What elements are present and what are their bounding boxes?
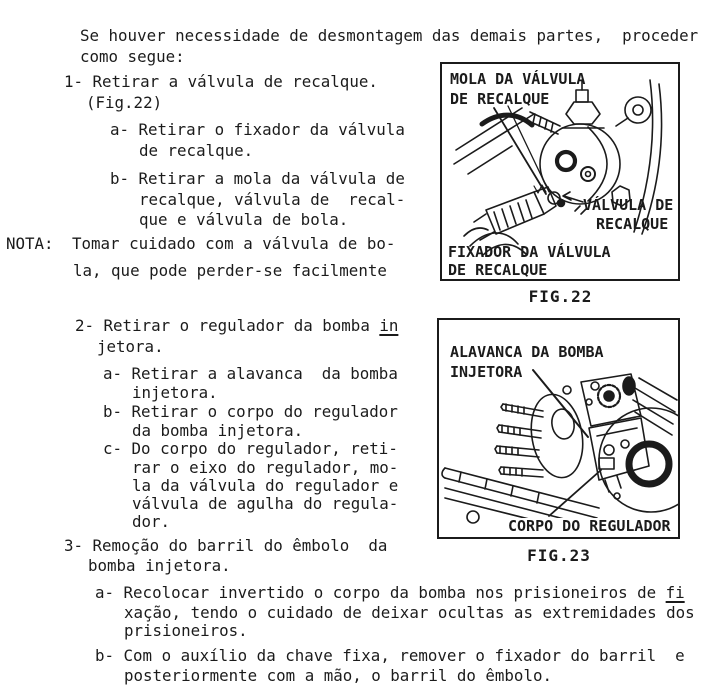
fig22-engine-background (454, 108, 560, 174)
step1b-line-1: b- Retirar a mola da válvula de (110, 169, 405, 188)
nota-line-2: la, que pode perder-se facilmente (73, 261, 387, 280)
step3a-line-1-text: a- Recolocar invertido o corpo da bomba nos prisioneiros de (95, 583, 666, 602)
intro-line-2: como segue: (80, 47, 185, 66)
fig23-regulator-cluster (581, 374, 649, 492)
step3a-line-1-underlined: fi (665, 583, 685, 602)
fig22-caption: FIG.22 (528, 287, 593, 306)
fig23-label-corpo: CORPO DO REGULADOR (508, 517, 671, 535)
step2-line-1-underlined: in (379, 316, 399, 335)
step3a-line-2: xação, tendo o cuidado de deixar ocultas as extremidades dos (124, 603, 695, 622)
nota-label: NOTA: (6, 234, 54, 253)
step3-line-2: bomba injetora. (88, 556, 231, 575)
step2c-line-3: la da válvula do regulador e (132, 476, 399, 495)
fig22-label-valvula-line-2: RECALQUE (596, 215, 669, 233)
step1b-line-2: recalque, válvula de recal- (139, 190, 406, 209)
fig23-alavanca-leader-line (533, 370, 588, 437)
step1-line-1: 1- Retirar a válvula de recalque. (64, 72, 378, 91)
fig23-label-alavanca-line-2: INJETORA (450, 363, 523, 381)
step3a-line-3: prisioneiros. (124, 621, 248, 640)
step2c-line-2: rar o eixo do regulador, mo- (132, 458, 399, 477)
step3b-line-2: posteriormente com a mão, o barril do êmbolo. (124, 666, 552, 685)
fig23-caption: FIG.23 (527, 546, 591, 565)
step1a-line-2: de recalque. (139, 141, 254, 160)
fig22-label-fixador-line-2: DE RECALQUE (448, 261, 548, 279)
step2a-line-2: injetora. (132, 383, 218, 402)
step2c-line-5: dor. (132, 512, 171, 531)
step3-line-1: 3- Remoção do barril do êmbolo da (64, 536, 388, 555)
fig22-label-valvula-line-1: VÁLVULA DE (583, 196, 674, 214)
step2c-line-1: c- Do corpo do regulador, reti- (103, 439, 398, 458)
nota-line-1: Tomar cuidado com a válvula de bo- (72, 234, 396, 253)
fig22-label-mola-line-1: MOLA DA VÁLVULA (450, 70, 586, 88)
fig22-label-mola-line-2: DE RECALQUE (450, 90, 550, 108)
step1a-line-1: a- Retirar o fixador da válvula (110, 120, 405, 139)
fig22-panel (440, 62, 680, 281)
step2b-line-1: b- Retirar o corpo do regulador (103, 402, 398, 421)
intro-line-1: Se houver necessidade de desmontagem das demais partes, proceder (80, 26, 699, 45)
fig23-flange-and-studs (495, 386, 589, 482)
step2-line-2: jetora. (97, 337, 164, 356)
fig23-panel (437, 318, 680, 539)
step1b-line-3: que e válvula de bola. (139, 210, 349, 229)
step3b-line-1: b- Com o auxílio da chave fixa, remover o fixador do barril e (95, 646, 685, 665)
step2c-line-4: válvula de agulha do regula- (132, 494, 399, 513)
step2-line-1-text: 2- Retirar o regulador da bomba (75, 316, 380, 335)
step2a-line-1: a- Retirar a alavanca da bomba (103, 364, 398, 383)
fig22-label-fixador-line-1: FIXADOR DA VÁLVULA (448, 243, 611, 261)
step3a-line-1 (95, 585, 685, 601)
step2b-line-2: da bomba injetora. (132, 421, 304, 440)
step1-line-2: (Fig.22) (86, 93, 163, 112)
step2-line-1 (75, 318, 398, 334)
fig23-label-alavanca-line-1: ALAVANCA DA BOMBA (450, 343, 604, 361)
